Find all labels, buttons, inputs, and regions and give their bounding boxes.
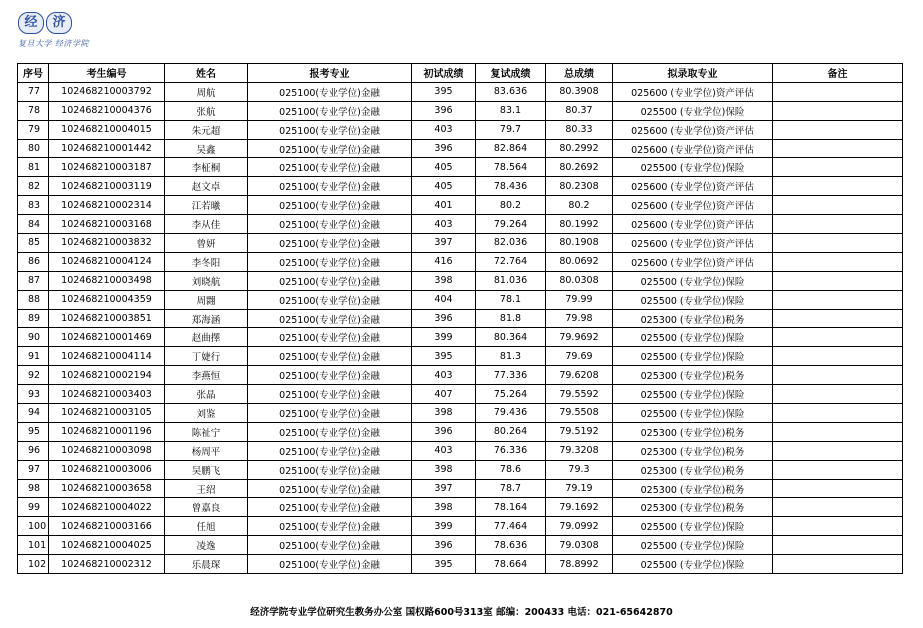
logo-subtitle: 复旦大学 经济学院 <box>18 39 90 48</box>
table-cell: 80.1908 <box>546 234 613 253</box>
table-cell: 025100(专业学位)金融 <box>248 385 412 404</box>
table-cell: 张航 <box>165 101 248 120</box>
table-cell: 025500 (专业学位)保险 <box>613 385 773 404</box>
table-cell: 025100(专业学位)金融 <box>248 271 412 290</box>
table-cell: 郑海涵 <box>165 309 248 328</box>
table-cell: 102468210003498 <box>49 271 165 290</box>
table-cell: 102468210002314 <box>49 196 165 215</box>
table-cell: 025100(专业学位)金融 <box>248 347 412 366</box>
table-cell <box>773 252 903 271</box>
table-cell: 80.1992 <box>546 215 613 234</box>
column-header: 备注 <box>773 64 903 83</box>
table-cell: 025100(专业学位)金融 <box>248 101 412 120</box>
table-cell: 90 <box>18 328 49 347</box>
table-cell: 416 <box>412 252 476 271</box>
table-cell: 396 <box>412 101 476 120</box>
table-row <box>18 309 903 328</box>
table-cell <box>773 82 903 101</box>
table-cell: 102468210003166 <box>49 517 165 536</box>
table-cell: 395 <box>412 555 476 574</box>
table-cell: 025600 (专业学位)资产评估 <box>613 177 773 196</box>
table-cell: 025100(专业学位)金融 <box>248 404 412 423</box>
table-cell: 82.036 <box>476 234 546 253</box>
table-cell: 405 <box>412 177 476 196</box>
table-cell: 399 <box>412 328 476 347</box>
table-cell <box>773 498 903 517</box>
table-cell: 92 <box>18 366 49 385</box>
table-cell: 398 <box>412 460 476 479</box>
table-cell: 79.5592 <box>546 385 613 404</box>
table-cell: 025500 (专业学位)保险 <box>613 517 773 536</box>
table-row <box>18 120 903 139</box>
table-cell: 79.9692 <box>546 328 613 347</box>
table-cell: 79 <box>18 120 49 139</box>
table-cell: 025100(专业学位)金融 <box>248 309 412 328</box>
table-cell: 80 <box>18 139 49 158</box>
table-cell: 025500 (专业学位)保险 <box>613 347 773 366</box>
table-cell: 80.0308 <box>546 271 613 290</box>
table-row <box>18 404 903 423</box>
table-cell: 79.98 <box>546 309 613 328</box>
table-cell: 78.8992 <box>546 555 613 574</box>
table-cell: 89 <box>18 309 49 328</box>
table-cell: 97 <box>18 460 49 479</box>
table-row <box>18 215 903 234</box>
table-row <box>18 441 903 460</box>
table-cell: 025100(专业学位)金融 <box>248 158 412 177</box>
table-cell <box>773 120 903 139</box>
table-cell: 79.99 <box>546 290 613 309</box>
table-cell: 78.1 <box>476 290 546 309</box>
table-cell: 杨周平 <box>165 441 248 460</box>
table-cell: 79.19 <box>546 479 613 498</box>
table-cell: 79.6208 <box>546 366 613 385</box>
table-cell: 赵曲擇 <box>165 328 248 347</box>
footer-contact: 经济学院专业学位研究生教务办公室 国权路600号313室 邮编：200433 电话：021-65642870 <box>250 607 673 618</box>
table-cell: 78 <box>18 101 49 120</box>
table-cell: 79.0308 <box>546 536 613 555</box>
table-cell: 张晶 <box>165 385 248 404</box>
table-row <box>18 101 903 120</box>
table-cell: 025500 (专业学位)保险 <box>613 328 773 347</box>
table-cell: 88 <box>18 290 49 309</box>
table-cell: 79.7 <box>476 120 546 139</box>
table-cell: 93 <box>18 385 49 404</box>
table-cell: 025100(专业学位)金融 <box>248 290 412 309</box>
table-row <box>18 158 903 177</box>
table-cell: 025500 (专业学位)保险 <box>613 101 773 120</box>
column-header: 总成绩 <box>546 64 613 83</box>
table-cell <box>773 441 903 460</box>
table-cell: 79.436 <box>476 404 546 423</box>
table-cell: 80.264 <box>476 422 546 441</box>
table-cell: 398 <box>412 271 476 290</box>
table-cell: 025300 (专业学位)税务 <box>613 309 773 328</box>
table-cell: 025500 (专业学位)保险 <box>613 536 773 555</box>
table-cell: 83.1 <box>476 101 546 120</box>
table-cell: 98 <box>18 479 49 498</box>
table-cell: 79.5192 <box>546 422 613 441</box>
table-cell <box>773 422 903 441</box>
table-cell: 79.1692 <box>546 498 613 517</box>
table-cell: 401 <box>412 196 476 215</box>
table-cell: 396 <box>412 139 476 158</box>
table-cell: 025100(专业学位)金融 <box>248 82 412 101</box>
table-row <box>18 196 903 215</box>
table-cell: 025100(专业学位)金融 <box>248 328 412 347</box>
table-row <box>18 536 903 555</box>
table-cell: 102468210003832 <box>49 234 165 253</box>
table-cell: 025100(专业学位)金融 <box>248 215 412 234</box>
table-cell: 102468210002194 <box>49 366 165 385</box>
table-header <box>18 64 903 83</box>
table-cell: 102468210001196 <box>49 422 165 441</box>
table-cell: 77 <box>18 82 49 101</box>
table-cell: 025300 (专业学位)税务 <box>613 498 773 517</box>
table-cell: 025100(专业学位)金融 <box>248 536 412 555</box>
table-cell: 403 <box>412 120 476 139</box>
table-cell: 80.37 <box>546 101 613 120</box>
table-cell: 102468210004376 <box>49 101 165 120</box>
table-cell: 025100(专业学位)金融 <box>248 422 412 441</box>
table-cell: 025600 (专业学位)资产评估 <box>613 252 773 271</box>
table-cell: 102468210004015 <box>49 120 165 139</box>
table-cell: 80.33 <box>546 120 613 139</box>
table-row <box>18 271 903 290</box>
column-header: 初试成绩 <box>412 64 476 83</box>
logo-char: 济 <box>46 12 72 34</box>
table-cell: 朱元超 <box>165 120 248 139</box>
table-cell: 025100(专业学位)金融 <box>248 460 412 479</box>
table-cell: 85 <box>18 234 49 253</box>
table-cell: 025500 (专业学位)保险 <box>613 158 773 177</box>
column-header: 考生编号 <box>49 64 165 83</box>
table-cell <box>773 460 903 479</box>
table-cell: 78.436 <box>476 177 546 196</box>
table-cell: 025600 (专业学位)资产评估 <box>613 234 773 253</box>
table-cell: 025100(专业学位)金融 <box>248 479 412 498</box>
table-cell: 395 <box>412 82 476 101</box>
table-cell: 82 <box>18 177 49 196</box>
table-cell: 102468210003006 <box>49 460 165 479</box>
table-cell: 75.264 <box>476 385 546 404</box>
table-cell: 77.464 <box>476 517 546 536</box>
table-cell: 025600 (专业学位)资产评估 <box>613 120 773 139</box>
table-cell <box>773 158 903 177</box>
table-cell <box>773 536 903 555</box>
table-cell: 102 <box>18 555 49 574</box>
table-cell: 102468210004124 <box>49 252 165 271</box>
table-cell <box>773 366 903 385</box>
table-cell: 025300 (专业学位)税务 <box>613 441 773 460</box>
table-cell: 79.264 <box>476 215 546 234</box>
table-cell: 80.2308 <box>546 177 613 196</box>
table-cell <box>773 271 903 290</box>
table-row <box>18 555 903 574</box>
table-cell: 407 <box>412 385 476 404</box>
table-cell: 吴鹏飞 <box>165 460 248 479</box>
table-cell: 81 <box>18 158 49 177</box>
table-cell: 78.7 <box>476 479 546 498</box>
table-row <box>18 366 903 385</box>
table-cell: 94 <box>18 404 49 423</box>
table-cell: 刘晓航 <box>165 271 248 290</box>
logo-mark <box>18 12 98 34</box>
table-cell <box>773 555 903 574</box>
table-cell: 025600 (专业学位)资产评估 <box>613 215 773 234</box>
table-cell: 87 <box>18 271 49 290</box>
table-cell: 025100(专业学位)金融 <box>248 196 412 215</box>
table-cell: 78.564 <box>476 158 546 177</box>
table-cell <box>773 479 903 498</box>
header-row <box>18 64 903 83</box>
table-cell: 397 <box>412 479 476 498</box>
table-cell: 025100(专业学位)金融 <box>248 498 412 517</box>
table-cell: 399 <box>412 517 476 536</box>
table-cell: 396 <box>412 309 476 328</box>
table-row <box>18 385 903 404</box>
table-cell: 025100(专业学位)金融 <box>248 366 412 385</box>
table-cell: 396 <box>412 422 476 441</box>
table-cell: 025300 (专业学位)税务 <box>613 460 773 479</box>
table-cell: 81.036 <box>476 271 546 290</box>
table-cell: 025500 (专业学位)保险 <box>613 290 773 309</box>
table-cell: 83.636 <box>476 82 546 101</box>
table-row <box>18 82 903 101</box>
table-row <box>18 347 903 366</box>
table-cell: 025600 (专业学位)资产评估 <box>613 139 773 158</box>
table-cell: 79.69 <box>546 347 613 366</box>
table-row <box>18 139 903 158</box>
column-header: 报考专业 <box>248 64 412 83</box>
table-cell: 江若曦 <box>165 196 248 215</box>
table-cell: 025500 (专业学位)保险 <box>613 271 773 290</box>
table-cell: 025300 (专业学位)税务 <box>613 479 773 498</box>
table-cell: 王绍 <box>165 479 248 498</box>
table-cell <box>773 385 903 404</box>
table-cell: 83 <box>18 196 49 215</box>
table-cell: 80.2 <box>546 196 613 215</box>
table-cell: 95 <box>18 422 49 441</box>
table-cell <box>773 139 903 158</box>
table-cell: 乐晨琛 <box>165 555 248 574</box>
table-row <box>18 177 903 196</box>
column-header: 复试成绩 <box>476 64 546 83</box>
table-cell: 曾妍 <box>165 234 248 253</box>
table-cell <box>773 290 903 309</box>
table-cell: 凌逸 <box>165 536 248 555</box>
table-cell: 403 <box>412 441 476 460</box>
table-cell: 72.764 <box>476 252 546 271</box>
table-cell: 404 <box>412 290 476 309</box>
table-cell: 101 <box>18 536 49 555</box>
table-row <box>18 498 903 517</box>
table-cell: 102468210004359 <box>49 290 165 309</box>
table-cell: 102468210003851 <box>49 309 165 328</box>
table-cell: 025300 (专业学位)税务 <box>613 422 773 441</box>
table-cell: 102468210001469 <box>49 328 165 347</box>
table-cell: 77.336 <box>476 366 546 385</box>
table-cell: 102468210003105 <box>49 404 165 423</box>
table-cell: 周翾 <box>165 290 248 309</box>
table-cell: 91 <box>18 347 49 366</box>
table-row <box>18 460 903 479</box>
table-cell: 79.5508 <box>546 404 613 423</box>
table-cell: 李冬阳 <box>165 252 248 271</box>
logo-char: 经 <box>18 12 44 34</box>
table-row <box>18 290 903 309</box>
table-cell <box>773 328 903 347</box>
table-cell: 025500 (专业学位)保险 <box>613 404 773 423</box>
table-cell: 405 <box>412 158 476 177</box>
table-cell: 80.3908 <box>546 82 613 101</box>
table-cell: 102468210002312 <box>49 555 165 574</box>
table-cell <box>773 404 903 423</box>
table-cell: 025500 (专业学位)保险 <box>613 555 773 574</box>
table-cell: 刘鉴 <box>165 404 248 423</box>
table-cell: 025300 (专业学位)税务 <box>613 366 773 385</box>
table-cell: 025100(专业学位)金融 <box>248 120 412 139</box>
table-cell: 397 <box>412 234 476 253</box>
table-cell: 76.336 <box>476 441 546 460</box>
table-cell: 李柾桐 <box>165 158 248 177</box>
table-cell: 025100(专业学位)金融 <box>248 441 412 460</box>
table-cell: 025600 (专业学位)资产评估 <box>613 82 773 101</box>
table-cell: 81.8 <box>476 309 546 328</box>
table-cell: 025100(专业学位)金融 <box>248 555 412 574</box>
table-cell: 025100(专业学位)金融 <box>248 252 412 271</box>
table-cell: 025100(专业学位)金融 <box>248 177 412 196</box>
table-cell: 102468210003658 <box>49 479 165 498</box>
table-cell: 80.2992 <box>546 139 613 158</box>
table-cell <box>773 215 903 234</box>
table-cell: 403 <box>412 366 476 385</box>
table-cell <box>773 234 903 253</box>
table-cell: 84 <box>18 215 49 234</box>
school-logo <box>18 12 98 56</box>
admission-table <box>17 63 903 574</box>
table-cell: 398 <box>412 404 476 423</box>
table-cell <box>773 196 903 215</box>
table-cell: 102468210003403 <box>49 385 165 404</box>
table-cell: 398 <box>412 498 476 517</box>
table-cell: 79.3 <box>546 460 613 479</box>
table-cell: 102468210003792 <box>49 82 165 101</box>
table-cell: 102468210003119 <box>49 177 165 196</box>
table-cell: 陈祉宁 <box>165 422 248 441</box>
table-cell: 025100(专业学位)金融 <box>248 234 412 253</box>
table-cell: 79.3208 <box>546 441 613 460</box>
table-cell: 102468210003187 <box>49 158 165 177</box>
table-cell: 赵文卓 <box>165 177 248 196</box>
table-cell: 80.0692 <box>546 252 613 271</box>
table-cell <box>773 517 903 536</box>
column-header: 序号 <box>18 64 49 83</box>
table-cell: 丁婕行 <box>165 347 248 366</box>
table-body <box>18 82 903 573</box>
table-cell: 曾嘉良 <box>165 498 248 517</box>
table-row <box>18 422 903 441</box>
table-cell: 102468210003168 <box>49 215 165 234</box>
table-cell: 任旭 <box>165 517 248 536</box>
table-row <box>18 517 903 536</box>
table-cell: 96 <box>18 441 49 460</box>
table-cell: 99 <box>18 498 49 517</box>
table-cell: 吴鑫 <box>165 139 248 158</box>
table-cell: 78.664 <box>476 555 546 574</box>
table-cell <box>773 347 903 366</box>
table-row <box>18 328 903 347</box>
table-cell: 102468210003098 <box>49 441 165 460</box>
table-cell <box>773 101 903 120</box>
table-row <box>18 479 903 498</box>
column-header: 拟录取专业 <box>613 64 773 83</box>
table-cell: 102468210004114 <box>49 347 165 366</box>
column-header: 姓名 <box>165 64 248 83</box>
table-cell: 80.364 <box>476 328 546 347</box>
table-row <box>18 252 903 271</box>
table-cell: 396 <box>412 536 476 555</box>
table-cell: 80.2692 <box>546 158 613 177</box>
table-cell: 79.0992 <box>546 517 613 536</box>
table-cell: 80.2 <box>476 196 546 215</box>
table-cell <box>773 309 903 328</box>
table-cell: 78.6 <box>476 460 546 479</box>
table-cell: 李从佳 <box>165 215 248 234</box>
table-cell: 100 <box>18 517 49 536</box>
table-cell: 李燕恒 <box>165 366 248 385</box>
table-cell: 102468210001442 <box>49 139 165 158</box>
table-cell: 周航 <box>165 82 248 101</box>
table-cell <box>773 177 903 196</box>
table-cell: 78.636 <box>476 536 546 555</box>
table-cell: 403 <box>412 215 476 234</box>
table-cell: 395 <box>412 347 476 366</box>
table-cell: 81.3 <box>476 347 546 366</box>
table-cell: 86 <box>18 252 49 271</box>
table-cell: 025100(专业学位)金融 <box>248 517 412 536</box>
table-row <box>18 234 903 253</box>
table-cell: 025600 (专业学位)资产评估 <box>613 196 773 215</box>
table-cell: 82.864 <box>476 139 546 158</box>
table-cell: 102468210004025 <box>49 536 165 555</box>
table-cell: 78.164 <box>476 498 546 517</box>
table-cell: 102468210004022 <box>49 498 165 517</box>
table-cell: 025100(专业学位)金融 <box>248 139 412 158</box>
